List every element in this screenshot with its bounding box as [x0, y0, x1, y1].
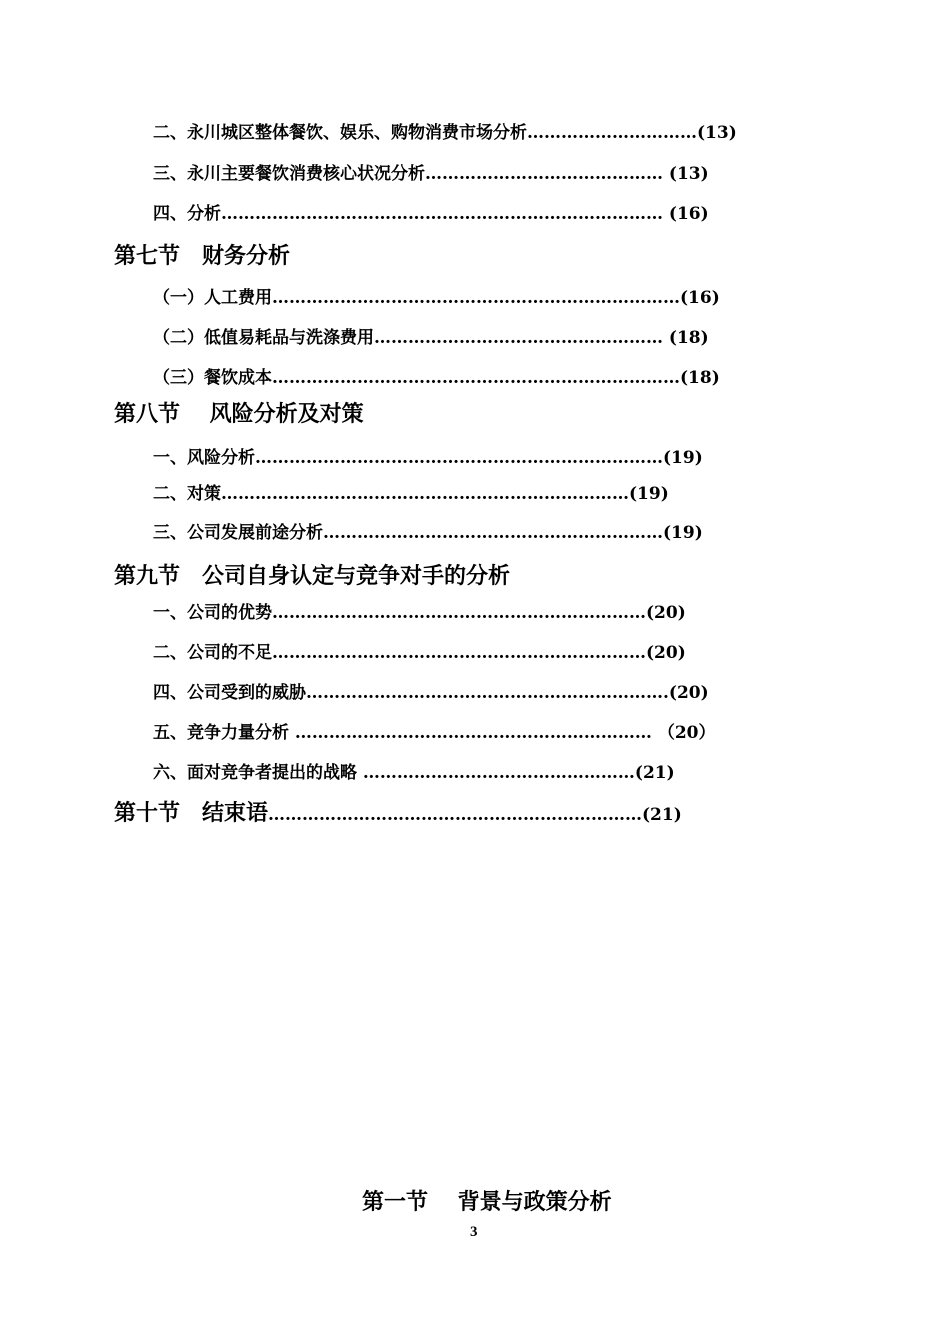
toc-page-ref: (19) — [663, 448, 703, 468]
page-number: 3 — [470, 1224, 478, 1240]
toc-entry-title: 三、公司发展前途分析 — [153, 523, 323, 543]
toc-entry-title: 三、永川主要餐饮消费核心状况分析 — [153, 164, 425, 184]
toc-entry — [153, 287, 720, 309]
toc-entry — [153, 722, 716, 744]
toc-leader-dots: ……………………………………………………………… — [272, 288, 680, 308]
toc-page-ref: (16) — [680, 288, 720, 308]
toc-entry-title: 四、公司受到的威胁 — [153, 683, 306, 703]
toc-page-ref: (18) — [668, 328, 709, 348]
toc-entry-title: 一、公司的优势 — [153, 603, 272, 623]
toc-entry — [153, 602, 686, 624]
toc-entry — [153, 447, 703, 469]
toc-entry-title: 一、风险分析 — [153, 448, 255, 468]
toc-page-ref: (19) — [663, 523, 703, 543]
toc-leader-dots: ………………………………………………………… — [272, 643, 646, 663]
toc-entry — [153, 642, 686, 664]
toc-section-heading: 第十节 结束语 — [114, 800, 269, 826]
toc-entry — [153, 762, 675, 784]
toc-leader-dots: …………………………………… — [425, 164, 669, 184]
toc-page-ref: (20) — [646, 603, 686, 623]
toc-entry — [153, 203, 709, 225]
toc-entry-title: 五、竞争力量分析 — [153, 723, 295, 743]
toc-entry-title: 六、面对竞争者提出的战略 — [153, 763, 363, 783]
toc-entry — [153, 367, 720, 389]
toc-entry-title: 二、公司的不足 — [153, 643, 272, 663]
toc-leader-dots: ……………………………………………………………… — [255, 448, 663, 468]
body-section-heading: 第一节 背景与政策分析 — [362, 1189, 612, 1215]
toc-leader-dots: …………………………………………………… — [323, 523, 663, 543]
toc-page-ref: (20) — [646, 643, 686, 663]
toc-page-ref: (13) — [668, 164, 709, 184]
toc-leader-dots: ……………………………………………………………… — [221, 484, 629, 504]
toc-page-ref: (21) — [642, 805, 682, 825]
toc-leader-dots: ………………………………………… — [362, 763, 635, 783]
toc-page-ref: (21) — [634, 763, 675, 783]
toc-entry — [153, 483, 669, 505]
toc-entry-title: （三）餐饮成本 — [153, 368, 272, 388]
toc-section-heading: 第七节 财务分析 — [114, 243, 291, 269]
toc-leader-dots: …………………………………………… — [374, 328, 669, 348]
toc-leader-dots: ………………………………………………………… — [268, 805, 643, 825]
toc-entry — [153, 327, 709, 349]
toc-entry — [153, 122, 737, 144]
toc-leader-dots: ……………………………………………………………… — [272, 368, 680, 388]
toc-entry-title: 二、永川城区整体餐饮、娱乐、购物消费市场分析 — [153, 123, 527, 143]
toc-page-ref: (20) — [668, 683, 709, 703]
toc-entry — [153, 163, 709, 185]
toc-section-heading: 第九节 公司自身认定与竞争对手的分析 — [114, 563, 511, 589]
toc-leader-dots: …………………………………………………………………… — [221, 204, 669, 224]
toc-leader-dots: ………………………… — [527, 123, 697, 143]
toc-entry-title: （一）人工费用 — [153, 288, 272, 308]
toc-leader-dots: ………………………………………………………… — [272, 603, 646, 623]
toc-entry-title: （二）低值易耗品与洗涤费用 — [153, 328, 374, 348]
toc-section-entry — [114, 799, 682, 827]
toc-page-ref: (18) — [680, 368, 720, 388]
toc-entry-title: 二、对策 — [153, 484, 221, 504]
toc-entry — [153, 682, 709, 704]
toc-page-ref: (19) — [629, 484, 669, 504]
toc-section-heading: 第八节 风险分析及对策 — [114, 401, 364, 427]
toc-page-ref: (16) — [668, 204, 709, 224]
toc-page-ref: (13) — [697, 123, 737, 143]
toc-leader-dots: ………………………………………………………. — [306, 683, 669, 703]
toc-entry-title: 四、分析 — [153, 204, 221, 224]
toc-page-ref: （20） — [657, 723, 716, 743]
toc-leader-dots: ……………………………………………………… — [294, 723, 658, 743]
toc-entry — [153, 522, 703, 544]
